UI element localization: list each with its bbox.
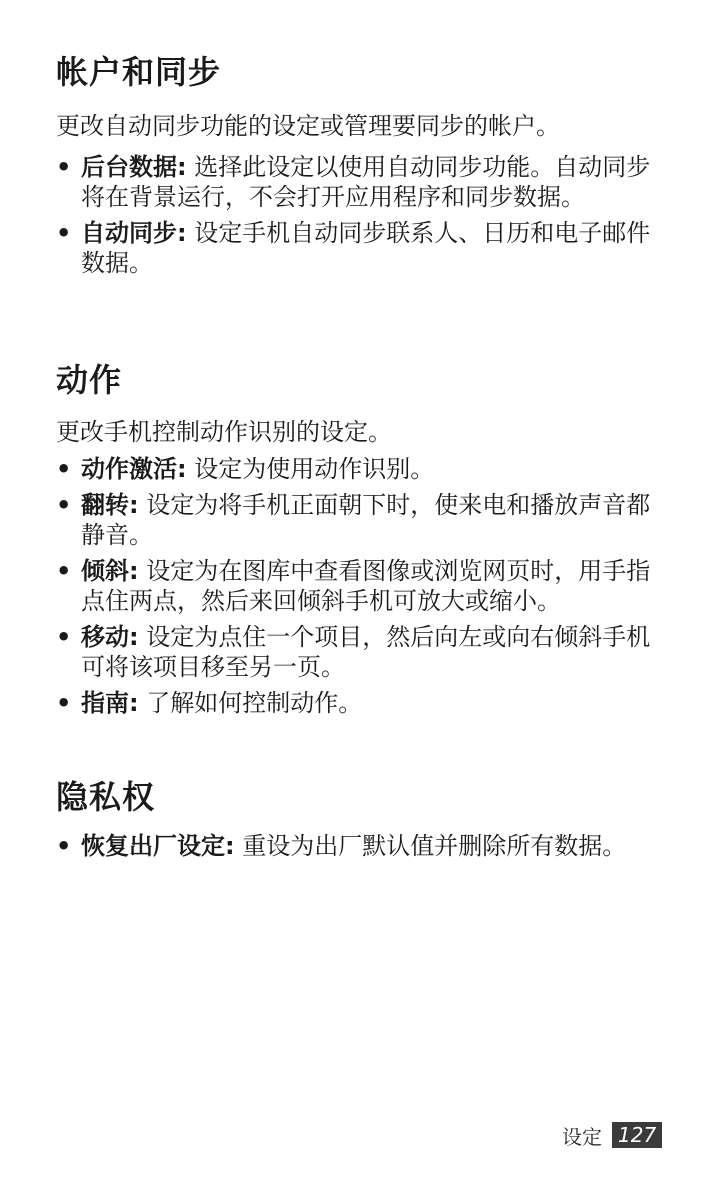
section-accounts-sync [56,52,666,278]
item-text: 设定为在图库中查看图像或浏览网页时，用手指点住两点，然后来回倾斜手机可放大或缩小。 [81,557,651,615]
list-item [56,152,666,212]
list-item [56,218,666,278]
section-title: 动作 [56,361,123,399]
section-title: 隐私权 [56,778,156,816]
section-description: 更改手机控制动作识别的设定。 [56,418,392,446]
item-list [56,152,666,278]
list-item [56,831,666,861]
item-text: 设定为将手机正面朝下时，使来电和播放声音都静音。 [81,491,651,549]
section-title: 帐户和同步 [56,53,222,91]
page-number: 127 [612,1122,662,1148]
section-motion [56,360,666,718]
item-term: 动作激活 [81,455,177,483]
item-text: 重设为出厂默认值并删除所有数据。 [242,832,627,860]
bullet-icon: • [56,455,72,483]
item-term: 后台数据 [81,153,177,181]
item-term: 翻转 [81,491,129,519]
item-text: 设定为点住一个项目，然后向左或向右倾斜手机可将该项目移至另一页。 [81,623,651,681]
item-term: 指南 [81,689,129,717]
item-list [56,831,666,861]
item-colon: : [177,153,187,181]
item-term: 恢复出厂设定 [81,832,225,860]
footer-chapter-label: 设定 [562,1124,602,1149]
item-colon: : [129,491,139,519]
item-colon: : [177,455,187,483]
item-colon: : [129,689,139,717]
item-text: 设定手机自动同步联系人、日历和电子邮件数据。 [81,219,651,277]
section-description: 更改自动同步功能的设定或管理要同步的帐户。 [56,112,560,140]
bullet-icon: • [56,557,72,585]
bullet-icon: • [56,623,72,651]
item-term: 移动 [81,623,129,651]
bullet-icon: • [56,491,72,519]
item-text: 选择此设定以使用自动同步功能。自动同步将在背景运行，不会打开应用程序和同步数据。 [81,153,651,211]
page-footer [562,1121,662,1149]
bullet-icon: • [56,689,72,717]
item-text: 设定为使用动作识别。 [194,455,435,483]
item-text: 了解如何控制动作。 [146,689,363,717]
item-term: 自动同步 [81,219,177,247]
item-colon: : [177,219,187,247]
list-item [56,622,666,682]
item-colon: : [225,832,235,860]
section-privacy [56,777,666,861]
bullet-icon: • [56,219,72,247]
list-item [56,454,666,484]
bullet-icon: • [56,832,72,860]
item-list [56,454,666,718]
bullet-icon: • [56,153,72,181]
item-term: 倾斜 [81,557,129,585]
list-item [56,688,666,718]
item-colon: : [129,557,139,585]
list-item [56,490,666,550]
item-colon: : [129,623,139,651]
list-item [56,556,666,616]
